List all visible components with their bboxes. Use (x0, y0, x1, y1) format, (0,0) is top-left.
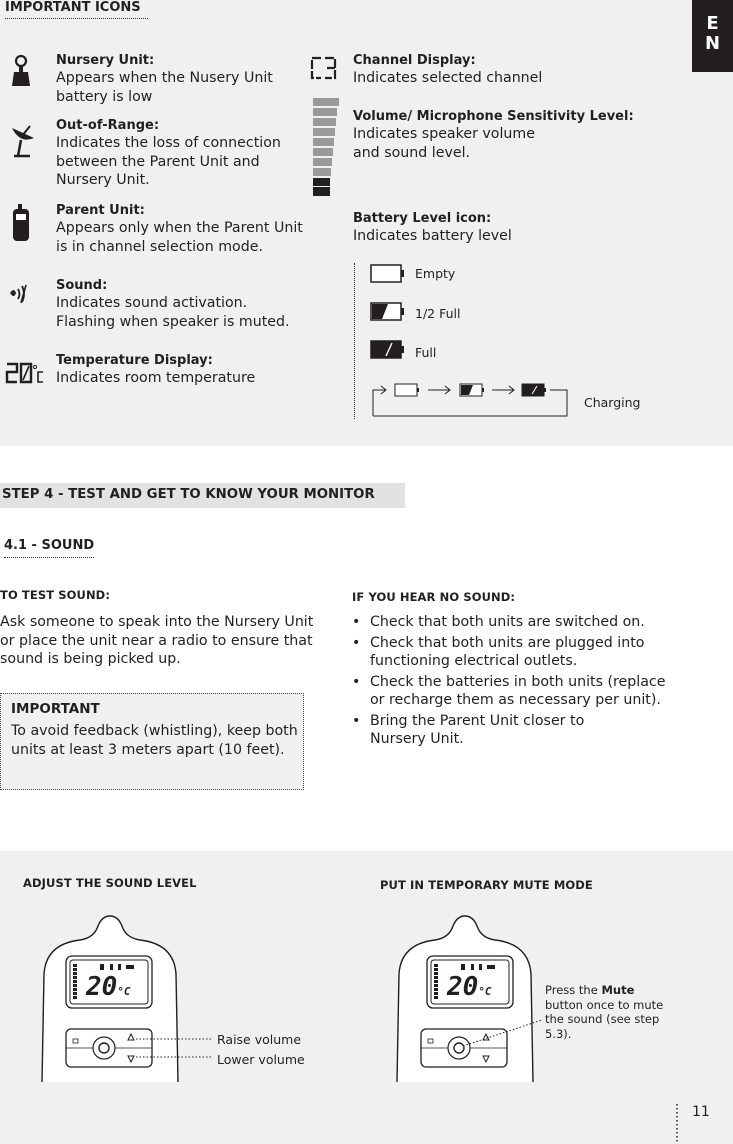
language-tab (692, 0, 733, 72)
list-item: • Check that both units are switched on. (352, 614, 645, 630)
temperature-display-text (56, 352, 306, 388)
temperature-display-icon (5, 362, 45, 388)
battery-empty-label: Empty (415, 266, 456, 281)
parent-unit-device-right (395, 914, 535, 1082)
sound-desc: Indicates sound activation. Flashing when speaker is muted. (56, 295, 290, 330)
parent-unit-icon (12, 204, 30, 246)
list-item: • Check the batteries in both units (replace or recharge them as necessary per unit). (352, 673, 666, 708)
volume-level-desc: Indicates speaker volume and sound level. (353, 126, 535, 161)
charging-label: Charging (584, 395, 641, 410)
no-sound-list (352, 613, 672, 749)
language-letter-e: E (706, 13, 719, 34)
page-number: 11 (692, 1104, 710, 1120)
battery-dotted-line (354, 263, 355, 419)
out-of-range-text (56, 117, 301, 190)
battery-level-desc: Indicates battery level (353, 228, 512, 244)
out-of-range-desc: Indicates the loss of connection between the Parent Unit and Nursery Unit. (56, 135, 281, 188)
parent-unit-desc: Appears only when the Parent Unit is in channel selection mode. (56, 220, 303, 255)
title-underline (5, 18, 148, 19)
important-box (0, 693, 304, 790)
list-item: • Bring the Parent Unit closer to Nursery Unit. (352, 712, 585, 747)
parent-unit-device-left (40, 914, 180, 1082)
test-sound-heading: TO TEST SOUND: (0, 588, 111, 602)
adjust-sound-title: ADJUST THE SOUND LEVEL (23, 876, 197, 890)
battery-full-icon (370, 340, 406, 364)
sound-text (56, 277, 306, 331)
nursery-unit-desc: Appears when the Nusery Unit battery is low (56, 70, 273, 105)
volume-level-icon (313, 98, 339, 200)
channel-display-text (353, 52, 673, 88)
language-letter-n: N (704, 33, 721, 54)
raise-volume-label: Raise volume (217, 1032, 302, 1047)
device-temp-right: 20°C (447, 972, 492, 1002)
charging-cycle-icon (370, 378, 570, 422)
important-text: To avoid feedback (whistling), keep both units at least 3 meters apart (10 feet). (11, 723, 298, 758)
temperature-display-title: Temperature Display: (56, 353, 213, 368)
battery-level-title: Battery Level icon: (353, 211, 492, 226)
nursery-unit-title: Nursery Unit: (56, 53, 155, 68)
out-of-range-title: Out-of-Range: (56, 118, 160, 133)
nursery-unit-text (56, 52, 301, 106)
lower-volume-label: Lower volume (217, 1052, 305, 1067)
step4-title: STEP 4 - TEST AND GET TO KNOW YOUR MONITOR (2, 487, 375, 502)
subtitle-underline (4, 557, 94, 558)
volume-level-text (353, 108, 673, 162)
icons-section-title: IMPORTANT ICONS (5, 0, 141, 15)
mute-keyword: Mute (601, 983, 635, 997)
battery-level-text (353, 210, 673, 246)
sound-subtitle: 4.1 - SOUND (4, 538, 95, 553)
nursery-unit-icon (10, 54, 32, 92)
temperature-display-desc: Indicates room temperature (56, 370, 256, 386)
battery-half-icon (370, 302, 406, 326)
parent-unit-title: Parent Unit: (56, 203, 145, 218)
test-sound-text: Ask someone to speak into the Nursery Unit or place the unit near a radio to ensure that sound is being picked up. (0, 614, 314, 667)
list-item: • Check that both units are plugged into functioning electrical outlets. (352, 634, 645, 669)
no-sound-heading: IF YOU HEAR NO SOUND: (352, 590, 516, 604)
parent-unit-text (56, 202, 306, 256)
volume-level-title: Volume/ Microphone Sensitivity Level: (353, 109, 634, 124)
channel-display-desc: Indicates selected channel (353, 70, 543, 86)
channel-display-icon (310, 56, 338, 84)
device-temp-left: 20°C (86, 972, 131, 1002)
mute-mode-title: PUT IN TEMPORARY MUTE MODE (380, 878, 593, 892)
battery-half-label: 1/2 Full (415, 306, 461, 321)
channel-display-title: Channel Display: (353, 53, 476, 68)
out-of-range-icon (8, 122, 36, 164)
mute-instructions: Press the Mute button once to mute the sound (see step 5.3). (545, 983, 664, 1041)
battery-empty-icon (370, 264, 406, 288)
important-title: IMPORTANT (11, 701, 100, 717)
battery-full-label: Full (415, 345, 437, 360)
sound-title: Sound: (56, 278, 108, 293)
sound-icon (8, 283, 32, 309)
